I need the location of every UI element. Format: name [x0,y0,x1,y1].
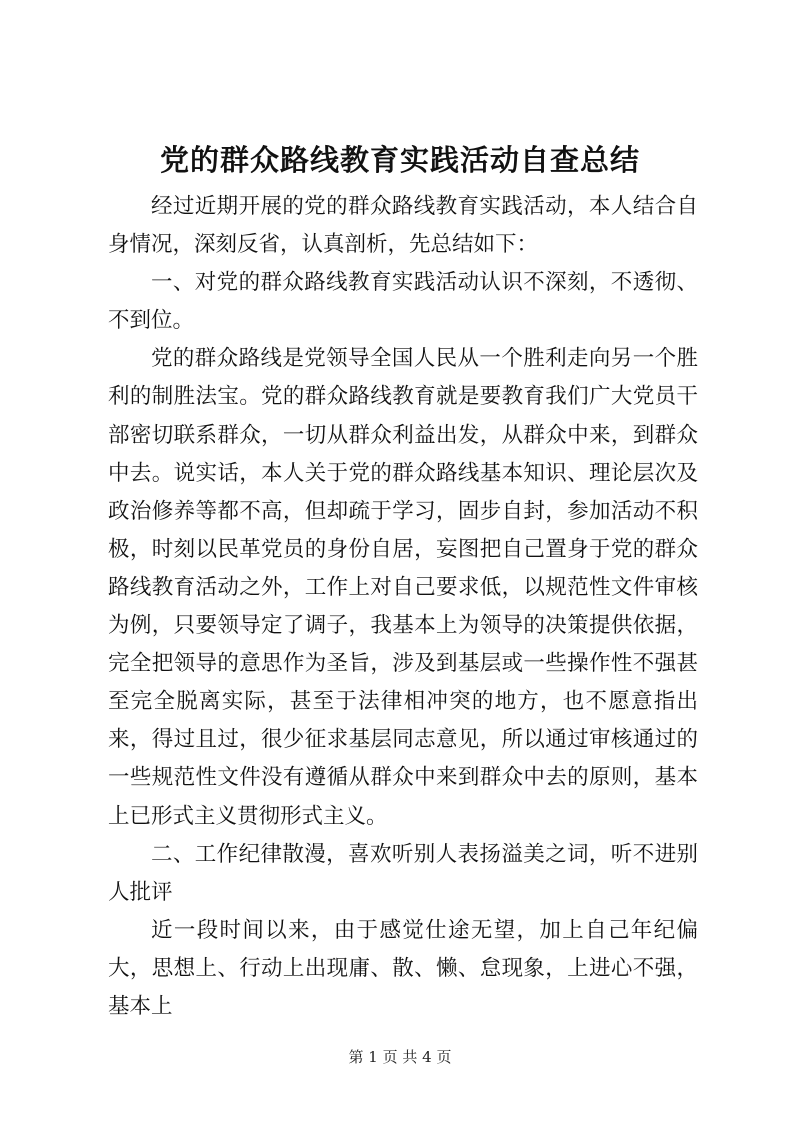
document-body [108,188,698,1026]
section-heading-1: 一、对党的群众路线教育实践活动认识不深刻，不透彻、不到位。 [108,270,698,334]
paragraph-section-1: 党的群众路线是党领导全国人民从一个胜利走向另一个胜利的制胜法宝。党的群众路线教育就是要教育我们广大党员干部密切联系群众，一切从群众利益出发，从群众中来，到群众中去。说实话，本人关于党的群众路线基本知识、理论层次及政治修养等都不高，但却疏于学习，固步自封，参加活动不积极，时刻以民革党员的身份自居，妄图把自己置身于党的群众路线教育活动之外，工作上对自己要求低，以规范性文件审核为例，只要领导定了调子，我基本上为领导的决策提供依据，完全把领导的意思作为圣旨，涉及到基层或一些操作性不强甚至完全脱离实际，甚至于法律相冲突的地方，也不愿意指出来，得过且过，很少征求基层同志意见，所以通过审核通过的一些规范性文件没有遵循从群众中来到群众中去的原则，基本上已形式主义贯彻形式主义。 [108,346,698,829]
document-title: 党的群众路线教育实践活动自查总结 [159,143,640,177]
paragraph-intro: 经过近期开展的党的群众路线教育实践活动，本人结合自身情况，深刻反省，认真剖析，先总结如下： [108,194,698,258]
paragraph-section-2: 近一段时间以来，由于感觉仕途无望，加上自己年纪偏大，思想上、行动上出现庸、散、懒、怠现象，上进心不强，基本上 [108,917,698,1019]
page-footer: 第 1 页 共 4 页 [348,1048,452,1066]
section-heading-2: 二、工作纪律散漫，喜欢听别人表扬溢美之词，听不进别人批评 [108,841,698,905]
